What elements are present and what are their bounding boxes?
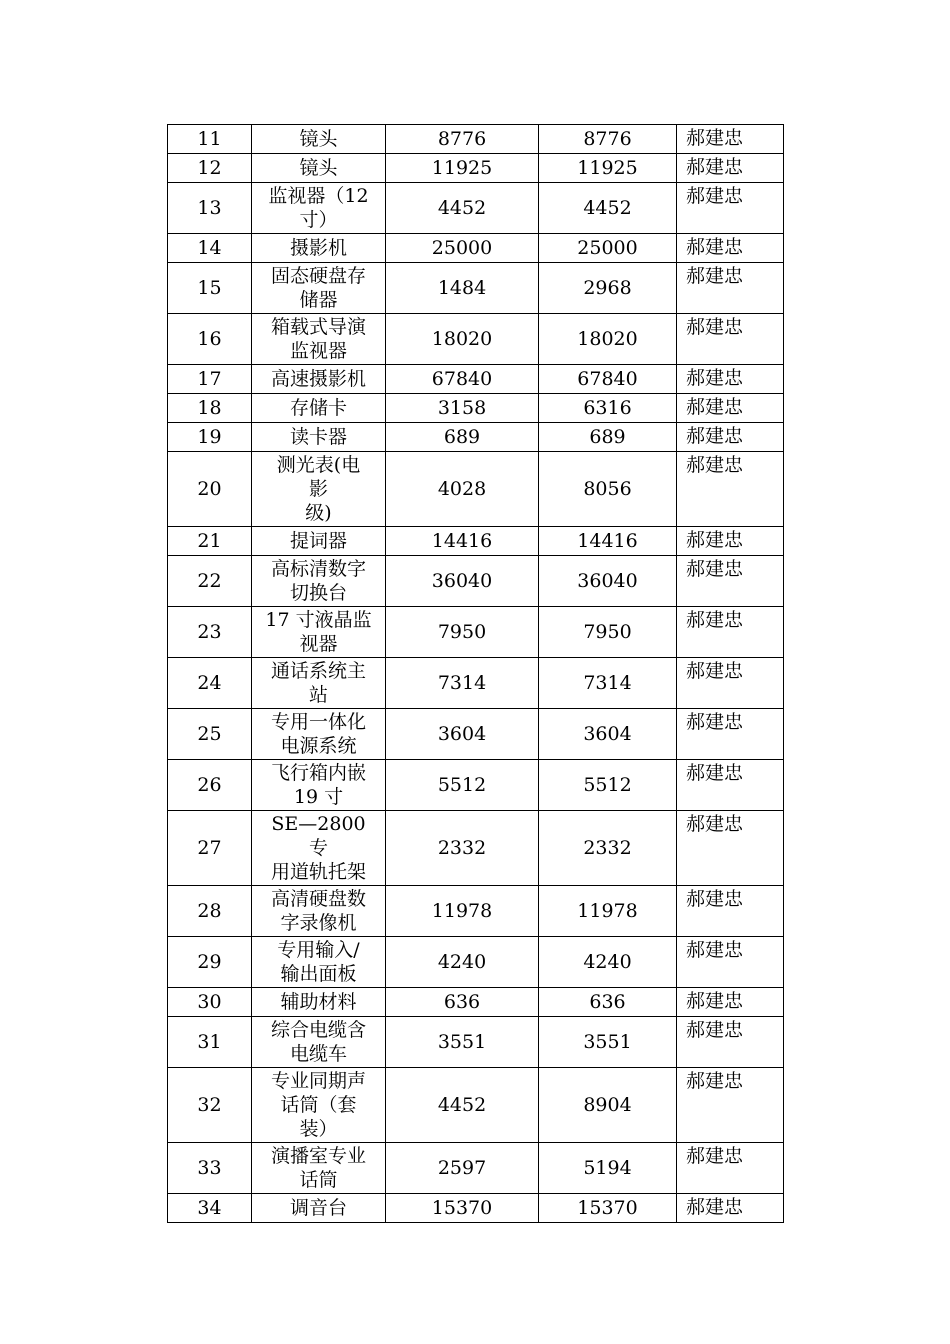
table-row [168,1143,784,1194]
cell-owner: 郝建忠 [677,394,784,423]
table-row [168,556,784,607]
cell-owner: 郝建忠 [677,1143,784,1194]
table-row [168,1194,784,1223]
equipment-table-body [168,125,784,1223]
cell-owner: 郝建忠 [677,125,784,154]
table-row [168,1017,784,1068]
cell-name: 高标清数字 切换台 [252,556,386,607]
cell-no: 26 [168,760,252,811]
cell-name: 存储卡 [252,394,386,423]
table-row [168,234,784,263]
cell-total: 11978 [539,886,677,937]
cell-owner: 郝建忠 [677,183,784,234]
cell-unit-price: 67840 [386,365,539,394]
cell-owner: 郝建忠 [677,556,784,607]
table-row [168,125,784,154]
cell-unit-price: 5512 [386,760,539,811]
cell-name: 监视器（12 寸） [252,183,386,234]
cell-unit-price: 7950 [386,607,539,658]
cell-unit-price: 3158 [386,394,539,423]
cell-total: 2332 [539,811,677,886]
cell-no: 31 [168,1017,252,1068]
cell-no: 11 [168,125,252,154]
table-row [168,154,784,183]
cell-name: SE—2800 专 用道轨托架 [252,811,386,886]
cell-name: 专用输入/ 输出面板 [252,937,386,988]
table-row [168,811,784,886]
table-row [168,365,784,394]
cell-owner: 郝建忠 [677,760,784,811]
cell-owner: 郝建忠 [677,154,784,183]
cell-total: 7314 [539,658,677,709]
cell-name: 箱载式导演 监视器 [252,314,386,365]
cell-total: 689 [539,423,677,452]
cell-owner: 郝建忠 [677,988,784,1017]
cell-no: 23 [168,607,252,658]
cell-no: 18 [168,394,252,423]
cell-owner: 郝建忠 [677,1068,784,1143]
cell-name: 调音台 [252,1194,386,1223]
cell-name: 综合电缆含 电缆车 [252,1017,386,1068]
cell-name: 提词器 [252,527,386,556]
cell-name: 专业同期声 话筒（套 装） [252,1068,386,1143]
cell-name: 镜头 [252,125,386,154]
cell-name: 高清硬盘数 字录像机 [252,886,386,937]
cell-no: 15 [168,263,252,314]
cell-unit-price: 8776 [386,125,539,154]
cell-no: 17 [168,365,252,394]
cell-owner: 郝建忠 [677,527,784,556]
cell-unit-price: 1484 [386,263,539,314]
cell-total: 5194 [539,1143,677,1194]
cell-unit-price: 4240 [386,937,539,988]
cell-total: 2968 [539,263,677,314]
cell-owner: 郝建忠 [677,423,784,452]
cell-owner: 郝建忠 [677,452,784,527]
cell-name: 固态硬盘存 储器 [252,263,386,314]
cell-owner: 郝建忠 [677,1017,784,1068]
cell-name: 辅助材料 [252,988,386,1017]
cell-no: 19 [168,423,252,452]
cell-name: 17 寸液晶监 视器 [252,607,386,658]
table-row [168,183,784,234]
cell-unit-price: 25000 [386,234,539,263]
cell-name: 读卡器 [252,423,386,452]
table-row [168,1068,784,1143]
cell-unit-price: 14416 [386,527,539,556]
cell-no: 27 [168,811,252,886]
cell-unit-price: 689 [386,423,539,452]
table-row [168,394,784,423]
table-row [168,760,784,811]
cell-total: 15370 [539,1194,677,1223]
cell-no: 28 [168,886,252,937]
cell-total: 4452 [539,183,677,234]
cell-owner: 郝建忠 [677,709,784,760]
cell-no: 20 [168,452,252,527]
cell-owner: 郝建忠 [677,314,784,365]
cell-unit-price: 15370 [386,1194,539,1223]
table-row [168,452,784,527]
cell-unit-price: 3604 [386,709,539,760]
cell-name: 通话系统主 站 [252,658,386,709]
cell-no: 14 [168,234,252,263]
cell-unit-price: 2332 [386,811,539,886]
cell-total: 6316 [539,394,677,423]
cell-name: 高速摄影机 [252,365,386,394]
table-row [168,423,784,452]
cell-unit-price: 636 [386,988,539,1017]
cell-no: 25 [168,709,252,760]
cell-total: 8056 [539,452,677,527]
cell-no: 13 [168,183,252,234]
table-row [168,527,784,556]
table-row [168,607,784,658]
cell-total: 67840 [539,365,677,394]
cell-no: 22 [168,556,252,607]
cell-no: 16 [168,314,252,365]
cell-unit-price: 2597 [386,1143,539,1194]
cell-unit-price: 4452 [386,183,539,234]
cell-total: 36040 [539,556,677,607]
cell-total: 11925 [539,154,677,183]
cell-no: 32 [168,1068,252,1143]
cell-owner: 郝建忠 [677,365,784,394]
table-row [168,314,784,365]
table-row [168,263,784,314]
table-row [168,988,784,1017]
cell-total: 3551 [539,1017,677,1068]
cell-name: 专用一体化 电源系统 [252,709,386,760]
cell-owner: 郝建忠 [677,263,784,314]
cell-no: 24 [168,658,252,709]
cell-unit-price: 4452 [386,1068,539,1143]
cell-no: 29 [168,937,252,988]
cell-unit-price: 11978 [386,886,539,937]
cell-unit-price: 3551 [386,1017,539,1068]
cell-owner: 郝建忠 [677,1194,784,1223]
cell-no: 30 [168,988,252,1017]
table-row [168,709,784,760]
cell-total: 5512 [539,760,677,811]
cell-no: 34 [168,1194,252,1223]
table-row [168,886,784,937]
cell-unit-price: 11925 [386,154,539,183]
cell-name: 镜头 [252,154,386,183]
cell-name: 演播室专业 话筒 [252,1143,386,1194]
cell-owner: 郝建忠 [677,937,784,988]
cell-unit-price: 7314 [386,658,539,709]
cell-total: 8776 [539,125,677,154]
cell-name: 飞行箱内嵌 19 寸 [252,760,386,811]
cell-owner: 郝建忠 [677,234,784,263]
cell-unit-price: 36040 [386,556,539,607]
cell-total: 25000 [539,234,677,263]
cell-no: 33 [168,1143,252,1194]
table-row [168,658,784,709]
cell-no: 12 [168,154,252,183]
equipment-table [167,124,784,1223]
cell-total: 14416 [539,527,677,556]
cell-owner: 郝建忠 [677,886,784,937]
table-row [168,937,784,988]
cell-owner: 郝建忠 [677,811,784,886]
cell-unit-price: 4028 [386,452,539,527]
cell-total: 18020 [539,314,677,365]
cell-owner: 郝建忠 [677,607,784,658]
cell-total: 4240 [539,937,677,988]
cell-no: 21 [168,527,252,556]
cell-name: 测光表(电 影 级) [252,452,386,527]
cell-owner: 郝建忠 [677,658,784,709]
cell-total: 3604 [539,709,677,760]
cell-total: 8904 [539,1068,677,1143]
cell-total: 636 [539,988,677,1017]
cell-name: 摄影机 [252,234,386,263]
cell-unit-price: 18020 [386,314,539,365]
cell-total: 7950 [539,607,677,658]
